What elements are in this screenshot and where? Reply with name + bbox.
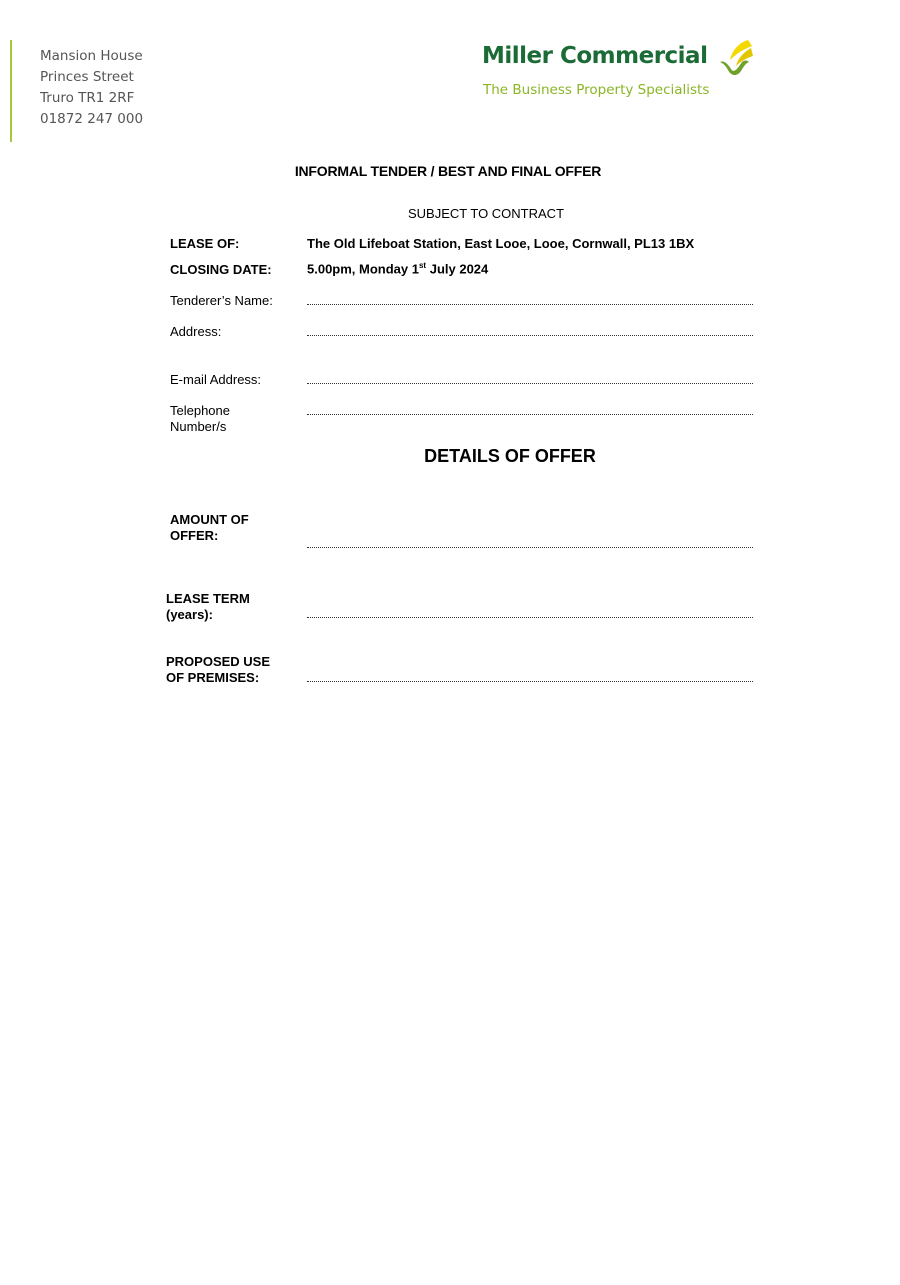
office-address <box>40 46 143 130</box>
details-of-offer-heading: DETAILS OF OFFER <box>424 446 596 466</box>
leaf-logo-icon <box>718 38 754 78</box>
lease-term-field[interactable] <box>307 615 753 618</box>
company-logo <box>482 38 762 108</box>
proposed-use-label-line-1: PROPOSED USE <box>166 654 271 669</box>
address-line-3: Truro TR1 2RF <box>40 90 135 106</box>
tenderer-name-field[interactable] <box>307 302 753 305</box>
lease-of-value: The Old Lifeboat Station, East Looe, Looe, Cornwall, PL13 1BX <box>307 236 695 251</box>
brand-name: Miller Commercial <box>482 43 708 69</box>
brand-tagline: The Business Property Specialists <box>483 82 710 98</box>
amount-of-offer-label <box>170 512 249 544</box>
telephone-label-line-2: Number/s <box>170 419 227 434</box>
subject-to-contract: SUBJECT TO CONTRACT <box>407 206 565 221</box>
email-field[interactable] <box>307 381 753 384</box>
lease-term-label-line-1: LEASE TERM <box>166 591 250 606</box>
address-line-1: Mansion House <box>40 48 143 64</box>
proposed-use-label-line-2: OF PREMISES: <box>166 670 260 685</box>
amount-label-line-1: AMOUNT OF <box>170 512 249 527</box>
closing-date-label: CLOSING DATE: <box>170 262 272 277</box>
email-label: E-mail Address: <box>170 372 262 387</box>
address-label: Address: <box>170 324 222 339</box>
amount-of-offer-field[interactable] <box>307 545 753 548</box>
proposed-use-field[interactable] <box>307 679 753 682</box>
closing-date-prefix: 5.00pm, Monday 1 <box>307 261 419 277</box>
tenderer-name-label: Tenderer’s Name: <box>170 293 273 308</box>
lease-term-label-line-2: (years): <box>166 607 213 622</box>
closing-date-suffix-ordinal: st <box>418 261 427 270</box>
lease-term-label <box>166 591 250 623</box>
phone-number: 01872 247 000 <box>40 111 144 127</box>
closing-date-value <box>307 261 488 276</box>
closing-date-month: July 2024 <box>426 261 489 277</box>
side-accent-rule <box>10 40 12 142</box>
address-field[interactable] <box>307 333 753 336</box>
telephone-label-line-1: Telephone <box>170 403 230 418</box>
telephone-label <box>170 403 230 435</box>
address-line-2: Princes Street <box>40 69 134 85</box>
amount-label-line-2: OFFER: <box>170 528 219 543</box>
lease-of-label: LEASE OF: <box>170 236 240 251</box>
proposed-use-label <box>166 654 270 686</box>
telephone-field[interactable] <box>307 412 753 415</box>
form-title: INFORMAL TENDER / BEST AND FINAL OFFER <box>294 163 602 179</box>
